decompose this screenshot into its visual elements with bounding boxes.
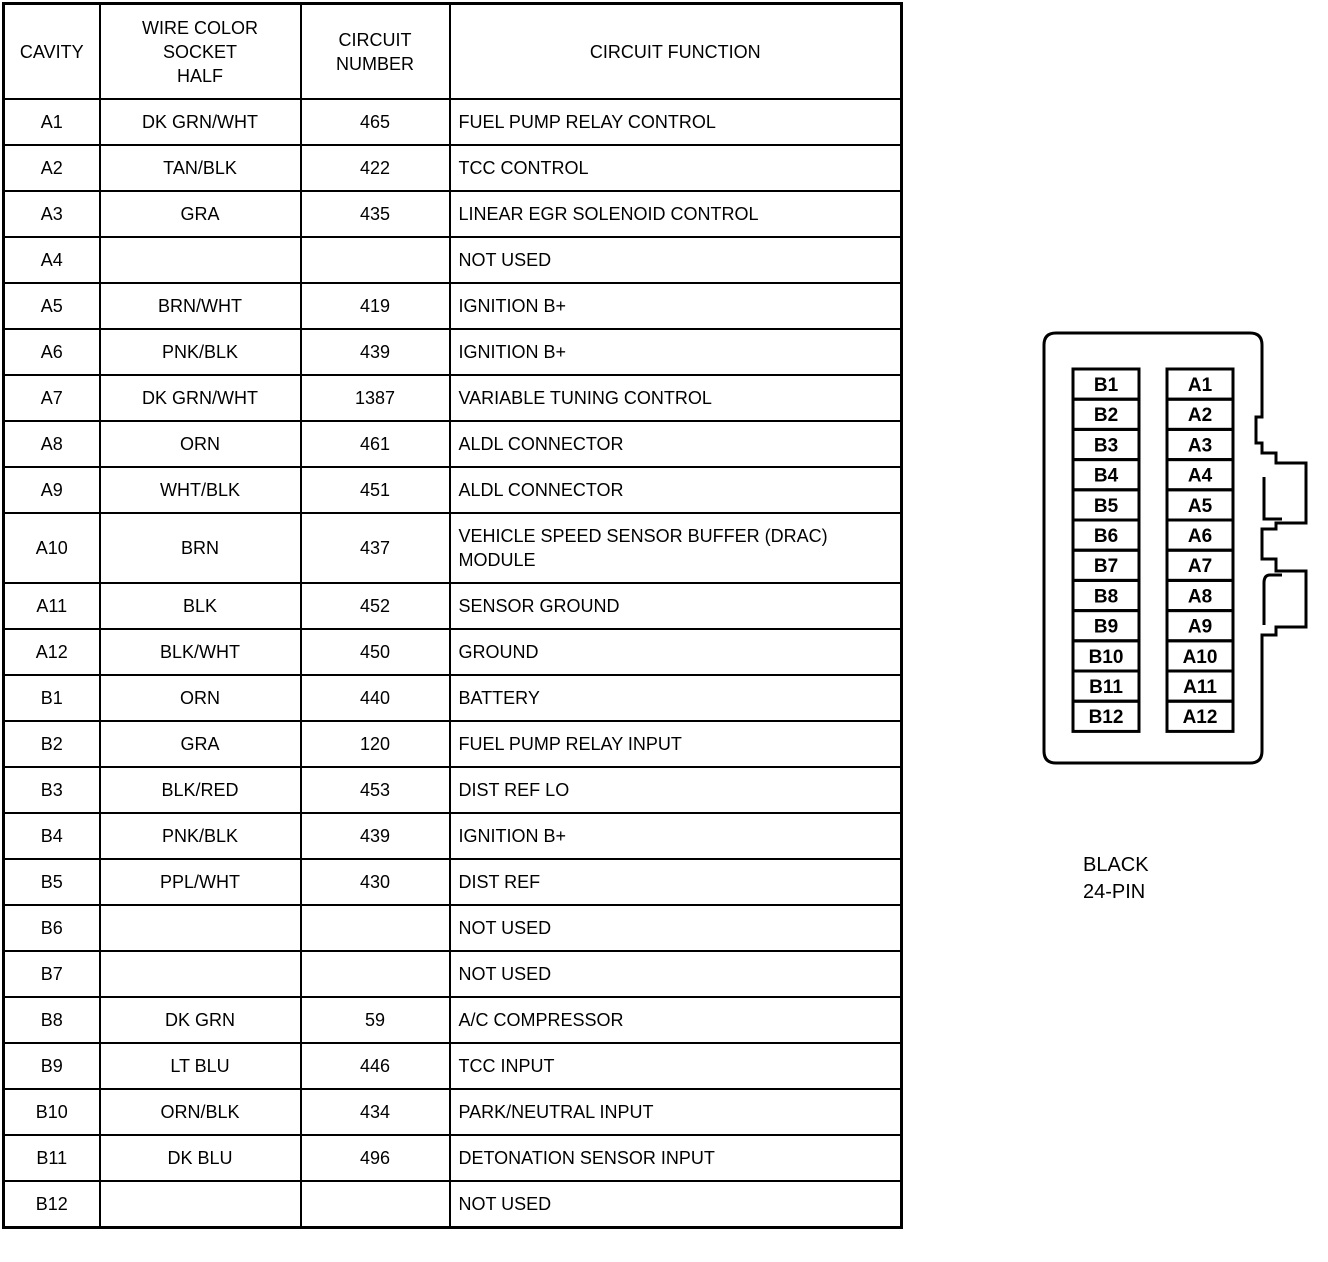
cell-cavity: A10: [4, 513, 100, 583]
cell-cavity: A5: [4, 283, 100, 329]
cell-cavity: A1: [4, 99, 100, 145]
cell-cavity: B9: [4, 1043, 100, 1089]
table-row: [4, 675, 902, 721]
cell-wire-color: GRA: [100, 191, 301, 237]
connector-pin-label: A8: [1187, 586, 1213, 608]
table-row: [4, 237, 902, 283]
cell-cavity: A6: [4, 329, 100, 375]
table-row: [4, 583, 902, 629]
cell-wire-color: PNK/BLK: [100, 813, 301, 859]
cell-circuit-function: DIST REF LO: [450, 767, 902, 813]
cell-circuit-number: 437: [301, 513, 450, 583]
cell-wire-color: WHT/BLK: [100, 467, 301, 513]
cell-circuit-function: PARK/NEUTRAL INPUT: [450, 1089, 902, 1135]
cell-cavity: B12: [4, 1181, 100, 1228]
connector-pin-label: A4: [1187, 465, 1213, 487]
cell-circuit-number: 430: [301, 859, 450, 905]
cell-cavity: B5: [4, 859, 100, 905]
cell-wire-color: PNK/BLK: [100, 329, 301, 375]
connector-pin-count-label: 24-PIN: [1083, 881, 1146, 903]
connector-pin-label: B1: [1093, 375, 1119, 396]
cell-circuit-number: [301, 1181, 450, 1228]
cell-circuit-function: NOT USED: [450, 237, 902, 283]
table-row: [4, 421, 902, 467]
cell-wire-color: DK BLU: [100, 1135, 301, 1181]
cell-wire-color: BLK/RED: [100, 767, 301, 813]
table-body: [4, 99, 902, 1228]
connector-latch-lower: [1264, 575, 1282, 625]
cell-circuit-number: 439: [301, 813, 450, 859]
cell-wire-color: ORN: [100, 675, 301, 721]
connector-pin-label: A12: [1182, 707, 1218, 729]
cell-circuit-number: 452: [301, 583, 450, 629]
table-row: [4, 283, 902, 329]
cell-wire-color: TAN/BLK: [100, 145, 301, 191]
cell-circuit-function: ALDL CONNECTOR: [450, 467, 902, 513]
cell-circuit-number: 59: [301, 997, 450, 1043]
cell-circuit-function: NOT USED: [450, 905, 902, 951]
cell-cavity: A12: [4, 629, 100, 675]
cell-circuit-function: FUEL PUMP RELAY INPUT: [450, 721, 902, 767]
cell-circuit-function: TCC INPUT: [450, 1043, 902, 1089]
cell-circuit-number: 461: [301, 421, 450, 467]
cell-wire-color: [100, 237, 301, 283]
table-row: [4, 99, 902, 145]
cell-wire-color: BLK/WHT: [100, 629, 301, 675]
header-wire-color: WIRE COLOR SOCKET HALF: [100, 4, 301, 100]
table-row: [4, 329, 902, 375]
cell-circuit-number: 435: [301, 191, 450, 237]
header-cavity: CAVITY: [4, 4, 100, 100]
cell-cavity: A8: [4, 421, 100, 467]
cell-circuit-number: 451: [301, 467, 450, 513]
table-row: [4, 951, 902, 997]
cell-circuit-number: 446: [301, 1043, 450, 1089]
connector-housing: [1044, 333, 1306, 763]
cell-cavity: B3: [4, 767, 100, 813]
connector-pin-label: A7: [1187, 556, 1213, 578]
pinout-table: [2, 2, 903, 1229]
table-row: [4, 1089, 902, 1135]
cell-circuit-number: 450: [301, 629, 450, 675]
connector-pin-label: B10: [1088, 646, 1124, 668]
cell-cavity: B11: [4, 1135, 100, 1181]
cell-circuit-function: IGNITION B+: [450, 283, 902, 329]
cell-circuit-number: 1387: [301, 375, 450, 421]
connector-pin-label: A2: [1187, 405, 1213, 427]
cell-wire-color: BLK: [100, 583, 301, 629]
cell-circuit-function: DETONATION SENSOR INPUT: [450, 1135, 902, 1181]
cell-circuit-function: ALDL CONNECTOR: [450, 421, 902, 467]
table-row: [4, 191, 902, 237]
cell-cavity: A4: [4, 237, 100, 283]
table-row: [4, 513, 902, 583]
table-row: [4, 1181, 902, 1228]
cell-cavity: A11: [4, 583, 100, 629]
cell-cavity: A9: [4, 467, 100, 513]
cell-circuit-function: GROUND: [450, 629, 902, 675]
cell-cavity: B1: [4, 675, 100, 721]
connector-latch-upper: [1264, 477, 1282, 519]
cell-circuit-number: 465: [301, 99, 450, 145]
cell-wire-color: [100, 905, 301, 951]
header-circuit-function: CIRCUIT FUNCTION: [450, 4, 902, 100]
connector-pin-label: B11: [1089, 677, 1123, 698]
table-row: [4, 905, 902, 951]
connector-pin-label: B8: [1093, 586, 1119, 608]
connector-a-column: [1167, 369, 1233, 731]
table-row: [4, 1135, 902, 1181]
cell-circuit-number: 120: [301, 721, 450, 767]
cell-circuit-function: A/C COMPRESSOR: [450, 997, 902, 1043]
cell-wire-color: DK GRN/WHT: [100, 99, 301, 145]
connector-pin-label: A10: [1182, 646, 1218, 668]
connector-pin-label: B4: [1093, 465, 1119, 487]
cell-wire-color: BRN: [100, 513, 301, 583]
header-circuit-number: CIRCUIT NUMBER: [301, 4, 450, 100]
cell-wire-color: GRA: [100, 721, 301, 767]
table-row: [4, 767, 902, 813]
cell-circuit-number: 453: [301, 767, 450, 813]
connector-pin-label: A11: [1183, 677, 1217, 698]
cell-wire-color: ORN/BLK: [100, 1089, 301, 1135]
table-row: [4, 997, 902, 1043]
cell-circuit-number: 496: [301, 1135, 450, 1181]
cell-cavity: A7: [4, 375, 100, 421]
cell-cavity: B2: [4, 721, 100, 767]
cell-circuit-function: NOT USED: [450, 1181, 902, 1228]
table-row: [4, 629, 902, 675]
cell-wire-color: [100, 1181, 301, 1228]
table-row: [4, 859, 902, 905]
connector-label: [1083, 852, 1149, 906]
cell-cavity: B4: [4, 813, 100, 859]
cell-circuit-number: 434: [301, 1089, 450, 1135]
cell-circuit-function: IGNITION B+: [450, 329, 902, 375]
cell-circuit-function: BATTERY: [450, 675, 902, 721]
table-row: [4, 813, 902, 859]
table-row: [4, 467, 902, 513]
cell-circuit-function: DIST REF: [450, 859, 902, 905]
cell-circuit-function: TCC CONTROL: [450, 145, 902, 191]
connector-pin-label: B7: [1093, 556, 1119, 578]
connector-pin-label: A9: [1187, 616, 1213, 638]
cell-wire-color: BRN/WHT: [100, 283, 301, 329]
cell-wire-color: DK GRN/WHT: [100, 375, 301, 421]
cell-circuit-number: 419: [301, 283, 450, 329]
cell-wire-color: LT BLU: [100, 1043, 301, 1089]
connector-pin-label: B5: [1093, 495, 1119, 517]
cell-wire-color: PPL/WHT: [100, 859, 301, 905]
connector-pin-label: A5: [1187, 495, 1213, 517]
cell-cavity: B7: [4, 951, 100, 997]
cell-circuit-function: VARIABLE TUNING CONTROL: [450, 375, 902, 421]
connector-pin-label: B2: [1093, 405, 1119, 427]
cell-circuit-number: 439: [301, 329, 450, 375]
connector-diagram: [1030, 325, 1320, 775]
cell-circuit-function: FUEL PUMP RELAY CONTROL: [450, 99, 902, 145]
cell-cavity: B8: [4, 997, 100, 1043]
table-header-row: [4, 4, 902, 100]
connector-pin-label: B3: [1093, 435, 1119, 457]
connector-pin-label: B12: [1088, 707, 1124, 729]
table-row: [4, 375, 902, 421]
table-row: [4, 721, 902, 767]
connector-pin-label: B6: [1093, 526, 1119, 547]
connector-pin-label: A3: [1187, 435, 1213, 457]
cell-circuit-number: 422: [301, 145, 450, 191]
cell-cavity: B10: [4, 1089, 100, 1135]
connector-pin-label: A1: [1187, 375, 1213, 396]
connector-color-label: BLACK: [1083, 854, 1149, 876]
cell-wire-color: ORN: [100, 421, 301, 467]
cell-circuit-number: [301, 237, 450, 283]
cell-wire-color: [100, 951, 301, 997]
cell-cavity: A2: [4, 145, 100, 191]
cell-circuit-number: [301, 951, 450, 997]
cell-wire-color: DK GRN: [100, 997, 301, 1043]
cell-circuit-function: LINEAR EGR SOLENOID CONTROL: [450, 191, 902, 237]
connector-pin-label: B9: [1093, 616, 1119, 638]
cell-cavity: A3: [4, 191, 100, 237]
cell-circuit-function: IGNITION B+: [450, 813, 902, 859]
connector-pin-label: A6: [1187, 526, 1213, 547]
table-row: [4, 1043, 902, 1089]
connector-b-column: [1073, 369, 1139, 731]
cell-circuit-function: SENSOR GROUND: [450, 583, 902, 629]
cell-circuit-function: VEHICLE SPEED SENSOR BUFFER (DRAC) MODULE: [450, 513, 902, 583]
cell-circuit-function: NOT USED: [450, 951, 902, 997]
cell-cavity: B6: [4, 905, 100, 951]
table-row: [4, 145, 902, 191]
cell-circuit-number: 440: [301, 675, 450, 721]
cell-circuit-number: [301, 905, 450, 951]
